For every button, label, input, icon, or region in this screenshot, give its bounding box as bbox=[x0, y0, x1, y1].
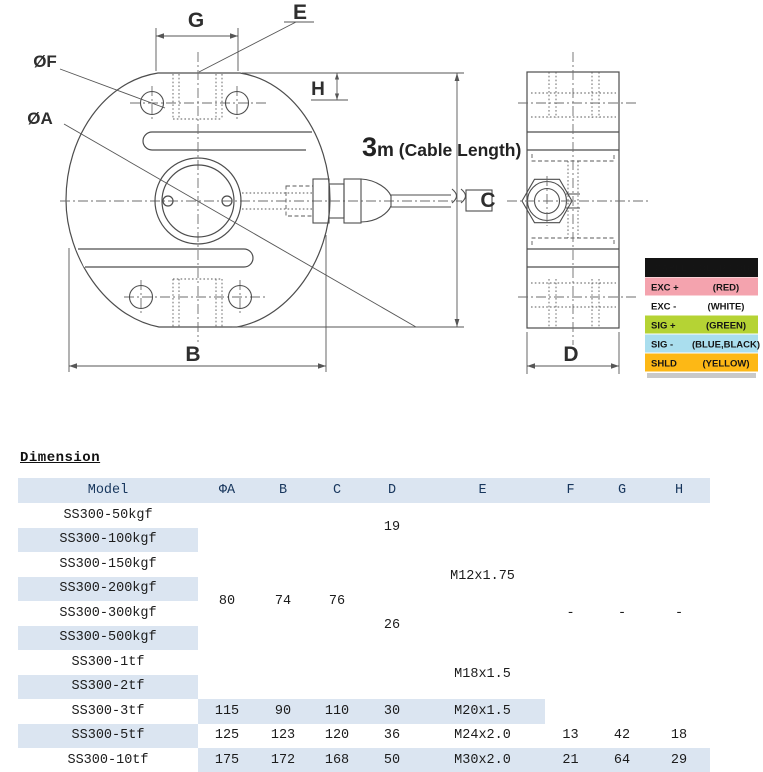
cable-table-header-code: COLOR CODE bbox=[691, 263, 757, 274]
value-cell-d: 50 bbox=[364, 748, 420, 772]
value-cell-f: - bbox=[566, 605, 575, 621]
cable-row-code: (BLUE,BLACK) bbox=[691, 339, 761, 351]
table-row bbox=[18, 724, 710, 749]
dim-label-phi-f: ØF bbox=[33, 52, 57, 71]
dim-label-c: C bbox=[480, 189, 496, 212]
col-header-c: C bbox=[310, 478, 364, 503]
model-cell: SS300-1tf bbox=[71, 654, 145, 670]
model-cell: SS300-200kgf bbox=[18, 577, 198, 602]
table-header-row bbox=[18, 478, 710, 503]
cable-row-code: (YELLOW) bbox=[702, 358, 750, 370]
cable-color-table bbox=[645, 258, 760, 378]
value-cell-c: 120 bbox=[324, 728, 350, 744]
model-cell: SS300-150kgf bbox=[59, 556, 157, 572]
cable-row-label: EXC + bbox=[651, 282, 679, 294]
cable-row-label: EXC - bbox=[651, 301, 677, 313]
value-cell-e: M20x1.5 bbox=[420, 699, 545, 724]
model-cell: SS300-50kgf bbox=[63, 507, 153, 523]
value-cell-e: M18x1.5 bbox=[454, 667, 511, 682]
value-cell-h: - bbox=[674, 605, 684, 621]
col-header-g: G bbox=[596, 478, 648, 503]
value-cell-h: 29 bbox=[648, 748, 710, 772]
col-header-e: E bbox=[420, 478, 545, 503]
dim-label-phi-a: ØA bbox=[27, 109, 53, 128]
value-cell-b: 123 bbox=[270, 728, 296, 744]
dim-label-b: B bbox=[185, 343, 201, 366]
cable-row-code: (RED) bbox=[712, 282, 740, 294]
col-header-d: D bbox=[364, 478, 420, 503]
cable-row-code: (WHITE) bbox=[707, 301, 745, 313]
cable-length-note: 3m (Cable Length) bbox=[362, 132, 522, 162]
value-cell-e: M24x2.0 bbox=[454, 728, 511, 744]
dimension-section-title: Dimension bbox=[20, 450, 101, 466]
dimension-table bbox=[18, 478, 710, 772]
value-cell-b: 74 bbox=[274, 593, 292, 609]
col-header-h: H bbox=[648, 478, 710, 503]
value-cell-d: 19 bbox=[383, 520, 401, 535]
side-view-centerlines bbox=[507, 52, 650, 345]
cable-row-label: SIG + bbox=[651, 320, 676, 332]
model-cell: SS300-2tf bbox=[18, 675, 198, 700]
value-cell-phi-a: 80 bbox=[218, 593, 236, 609]
col-header-model: Model bbox=[18, 478, 198, 503]
value-cell-phi-a: 125 bbox=[214, 728, 240, 744]
value-cell-g: 42 bbox=[613, 728, 631, 744]
value-cell-c: 76 bbox=[328, 593, 346, 609]
table-row bbox=[18, 503, 710, 528]
value-cell-g: - bbox=[617, 605, 627, 621]
value-cell-phi-a: 115 bbox=[198, 699, 256, 724]
value-cell-f: 21 bbox=[545, 748, 596, 772]
value-cell-g: 64 bbox=[596, 748, 648, 772]
dim-label-e: E bbox=[292, 1, 308, 24]
value-cell-b: 172 bbox=[256, 748, 310, 772]
col-header-phi-a: ΦA bbox=[198, 478, 256, 503]
dim-label-h: H bbox=[311, 79, 325, 100]
value-cell-e: M30x2.0 bbox=[420, 748, 545, 772]
cable-table-footer-strip bbox=[647, 373, 756, 378]
model-cell: SS300-300kgf bbox=[59, 605, 157, 621]
col-header-f: F bbox=[545, 478, 596, 503]
model-cell: SS300-10tf bbox=[67, 752, 149, 768]
model-cell: SS300-3tf bbox=[71, 703, 145, 719]
value-cell-h: 18 bbox=[670, 728, 688, 744]
model-cell: SS300-100kgf bbox=[18, 528, 198, 553]
value-cell-e: M12x1.75 bbox=[450, 569, 515, 584]
value-cell-d: 30 bbox=[364, 699, 420, 724]
side-view-hidden bbox=[531, 72, 616, 328]
value-cell-phi-a: 175 bbox=[198, 748, 256, 772]
value-cell-d: 36 bbox=[383, 728, 401, 744]
model-cell: SS300-5tf bbox=[18, 724, 198, 749]
value-cell-c: 110 bbox=[310, 699, 364, 724]
dim-label-g: G bbox=[187, 9, 205, 32]
cable-table-header-cable: CABLE bbox=[654, 263, 688, 274]
value-cell-f: 13 bbox=[562, 728, 579, 744]
model-cell: SS300-500kgf bbox=[18, 626, 198, 651]
value-cell-b: 90 bbox=[256, 699, 310, 724]
table-row bbox=[18, 748, 710, 772]
cable-row-label: SHLD bbox=[651, 358, 677, 370]
cable-row-code: (GREEN) bbox=[705, 320, 747, 332]
value-cell-d: 26 bbox=[383, 618, 401, 633]
value-cell-c: 168 bbox=[310, 748, 364, 772]
col-header-b: B bbox=[256, 478, 310, 503]
cable-row-label: SIG - bbox=[651, 339, 674, 351]
dim-label-d: D bbox=[563, 343, 579, 366]
